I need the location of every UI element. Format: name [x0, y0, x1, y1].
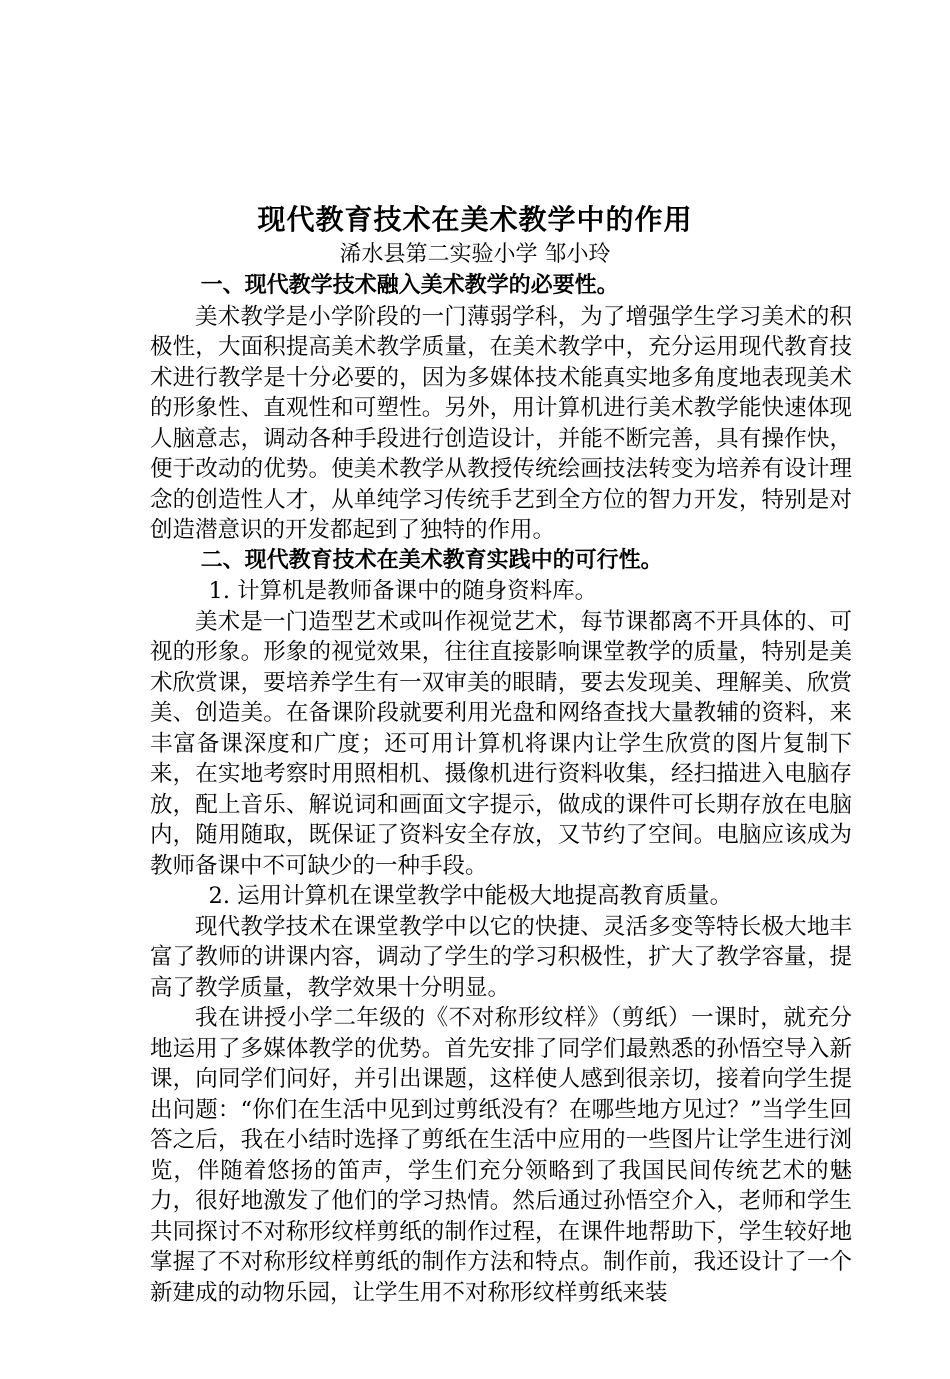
document-body: [150, 271, 852, 1308]
subsection-heading-1: 1. 计算机是教师备课中的随身资料库。: [208, 578, 598, 604]
paragraph: 我在讲授小学二年级的《不对称形纹样》（剪纸）一课时，就充分地运用了多媒体教学的优势。首先安排了同学们最熟悉的孙悟空导入新课，向同学们问好，并引出课题，这样使人感到很亲切，接着向学生提出问题：“你们在生活中见到过剪纸没有？在哪些地方见过？”当学生回答之后，我在小结时选择了剪纸在生活中应用的一些图片让学生进行浏览，伴随着悠扬的笛声，学生们充分领略到了我国民间传统艺术的魅力，很好地激发了他们的学习热情。然后通过孙悟空介入，老师和学生共同探讨不对称形纹样剪纸的制作过程，在课件地帮助下，学生较好地掌握了不对称形纹样剪纸的制作方法和特点。制作前，我还设计了一个新建成的动物乐园，让学生用不对称形纹样剪纸来装: [150, 1005, 852, 1306]
section-heading-1: 一、现代教学技术融入美术教学的必要性。: [200, 273, 619, 298]
paragraph: 现代教学技术在课堂教学中以它的快捷、灵活多变等特长极大地丰富了教师的讲课内容，调动了学生的学习积极性，扩大了教学容量，提高了教学质量，教学效果十分明显。: [150, 913, 852, 1001]
paragraph: 美术教学是小学阶段的一门薄弱学科，为了增强学生学习美术的积极性，大面积提高美术教学质量，在美术教学中，充分运用现代教育技术进行教学是十分必要的，因为多媒体技术能真实地多角度地表现美术的形象性、直观性和可塑性。另外，用计算机进行美术教学能快速体现人脑意志，调动各种手段进行创造设计，并能不断完善，具有操作快，便于改动的优势。使美术教学从教授传统绘画技法转变为培养有设计理念的创造性人才，从单纯学习传统手艺到全方位的智力开发，特别是对创造潜意识的开发都起到了独特的作用。: [150, 303, 852, 543]
paragraph: 美术是一门造型艺术或叫作视觉艺术，每节课都离不开具体的、可视的形象。形象的视觉效果，往往直接影响课堂教学的质量，特别是美术欣赏课，要培养学生有一双审美的眼睛，要去发现美、理解美、欣赏美、创造美。在备课阶段就要利用光盘和网络查找大量教辅的资料，来丰富备课深度和广度；还可用计算机将课内让学生欣赏的图片复制下来，在实地考察时用照相机、摄像机进行资料收集，经扫描进入电脑存放，配上音乐、解说词和画面文字提示，做成的课件可长期存放在电脑内，随用随取，既保证了资料安全存放，又节约了空间。电脑应该成为教师备课中不可缺少的一种手段。: [150, 608, 852, 879]
author-line: 浠水县第二实验小学 邹小玲: [339, 242, 611, 267]
section-heading-2: 二、现代教育技术在美术教育实践中的可行性。: [200, 547, 663, 573]
document-title: 现代教育技术在美术教学中的作用: [257, 203, 693, 236]
subsection-heading-2: 2. 运用计算机在课堂教学中能极大地提高教育质量。: [208, 883, 733, 909]
